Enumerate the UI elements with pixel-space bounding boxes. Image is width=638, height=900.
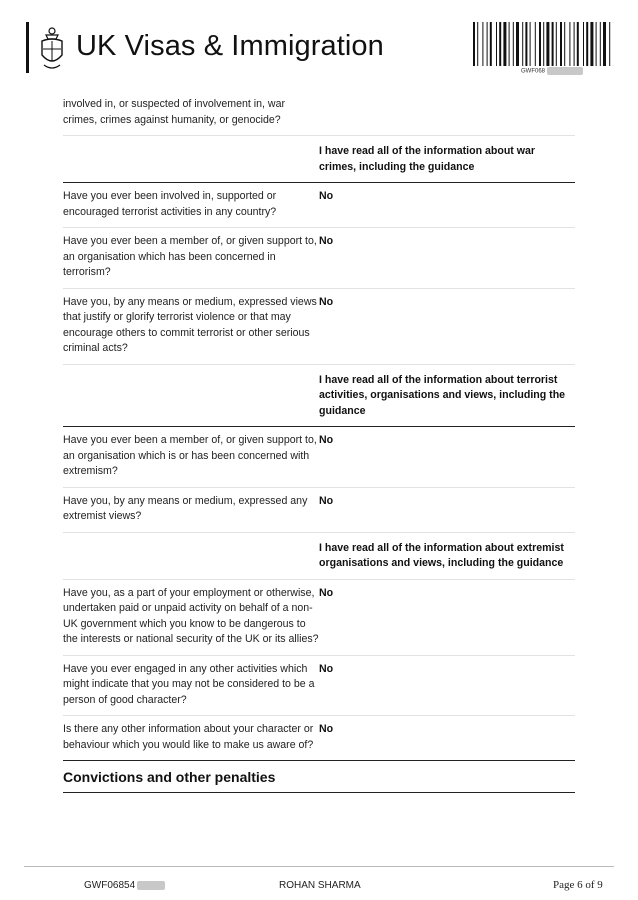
question-text: Have you ever been involved in, supported or encouraged terrorist activities in any country? [63,190,277,218]
question-text: Have you ever engaged in any other activities which might indicate that you may not be considered to be a person of good character? [63,662,315,706]
table-row [63,716,575,760]
acknowledgement-text: I have read all of the information about extremist organisations and views, including the guidance [319,541,564,569]
answer-text: No [319,723,334,735]
answer-text: No [319,586,334,599]
table-row [63,365,575,428]
table-row [63,97,575,136]
answer-text: No [319,494,334,507]
table-row [63,427,575,488]
answer-text: No [319,662,334,675]
table-row [63,580,575,656]
question-text [63,371,319,420]
answer-text: No [319,434,334,446]
table-row [63,289,575,365]
questions-table [63,97,575,793]
section-heading: Convictions and other penalties [63,760,575,793]
brand-title: UK Visas & Immigration [76,30,384,62]
question-text: Have you ever been a member of, or given support to, an organisation which is or has been concerned with extremism? [63,434,317,477]
answer-text: No [319,190,334,202]
barcode-id: GWF068 [521,67,583,75]
redaction-blur [547,67,583,75]
footer-applicant-name: ROHAN SHARMA [279,880,361,891]
question-text [63,142,319,175]
table-row [63,656,575,717]
acknowledgement-text: I have read all of the information about war crimes, including the guidance [319,145,536,173]
table-row [63,228,575,289]
question-text: Have you, as a part of your employment or otherwise, undertaken paid or unpaid activity on behalf of a non-UK government which you know to be dangerous to the interests or national security of the UK or its allies? [63,586,319,645]
question-text: Have you, by any means or medium, expressed views that justify or glorify terrorist violence or that may encourage others to commit terrorist or other serious criminal acts? [63,295,317,354]
footer-reference: GWF06854 [84,880,165,891]
table-row [63,488,575,533]
question-text: Is there any other information about your character or behaviour which you would like to make us aware of? [63,723,314,751]
question-text: Have you, by any means or medium, expressed any extremist views? [63,494,308,522]
barcode-icon [473,22,613,68]
question-text [63,539,319,572]
answer-text: No [319,235,334,247]
question-text: involved in, or suspected of involvement in, war crimes, crimes against humanity, or genocide? [63,98,285,126]
answer-text: No [319,295,334,308]
answer-text [319,97,575,128]
header-divider [26,22,29,73]
royal-crest-icon [38,25,66,73]
footer-divider [24,866,614,867]
table-row [63,533,575,580]
table-row [63,136,575,183]
redaction-blur [137,881,165,890]
table-row [63,183,575,228]
acknowledgement-text: I have read all of the information about terrorist activities, organisations and views, including the guidance [319,373,566,417]
page-header [0,0,638,90]
footer-page-number: Page 6 of 9 [553,879,603,891]
question-text: Have you ever been a member of, or given support to, an organisation which has been concerned in terrorism? [63,235,317,278]
